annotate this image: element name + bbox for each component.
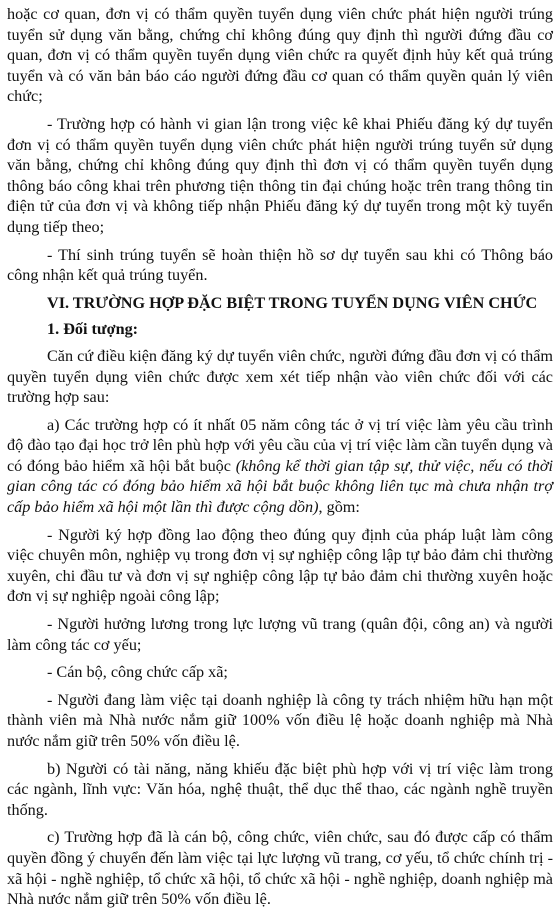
paragraph-commune-officials: - Cán bộ, công chức cấp xã; [47, 663, 228, 682]
paragraph-recruitment-cancellation: hoặc cơ quan, đơn vị có thẩm quyền tuyển dụng viên chức phát hiện người trúng tuyển sử dụng văn bằng, chứng chỉ không đúng quy định thì người đứng đầu cơ quan, đơn vị có thẩm quyền tuyển dụng viên chức ra quyết định hủy kết quả trúng tuyển và có văn bản báo cáo người đứng đầu cơ quan có thẩm quyền quản lý viên chức; [7, 5, 553, 106]
paragraph-armed-forces: - Người hưởng lương trong lực lượng vũ trang (quân đội, công an) và người làm công tác cơ yếu; [7, 615, 553, 654]
paragraph-labor-contract: - Người ký hợp đồng lao động theo đúng quy định của pháp luật làm công việc chuyên môn, nghiệp vụ trong đơn vị sự nghiệp công lập tự bảo đảm chi thường xuyên, chi đầu tư và đơn vị sự nghiệp công lập tự bảo đảm chi thường xuyên hoặc đơn vị sự nghiệp ngoài công lập; [7, 525, 553, 606]
section-heading-vi: VI. TRƯỜNG HỢP ĐẶC BIỆT TRONG TUYỂN DỤNG VIÊN CHỨC [47, 293, 538, 312]
case-a-text: a) Các trường hợp có ít nhất 05 năm công tác ở vị trí việc làm yêu cầu trình độ đào tạo đại học trở lên phù hợp với yêu cầu của vị trí việc làm cần tuyển dụng và có đóng bảo hiểm xã hội bắt buộc [7, 415, 553, 475]
paragraph-fraud-case: - Trường hợp có hành vi gian lận trong việc kê khai Phiếu đăng ký dự tuyển đơn vị có thẩm quyền tuyển dụng viên chức phát hiện người trúng tuyển sử dụng văn bằng, chứng chỉ không đúng quy định thì đơn vị có thẩm quyền tuyển dụng thông báo công khai trên phương tiện thông tin đại chúng hoặc trên trang thông tin điện tử của đơn vị và không tiếp nhận Phiếu đăng ký dự tuyển trong một kỳ tuyển dụng tiếp theo; [7, 114, 553, 236]
paragraph-complete-dossier: - Thí sinh trúng tuyển sẽ hoàn thiện hồ sơ dự tuyển sau khi có Thông báo công nhận kết quả trúng tuyển. [7, 245, 553, 285]
paragraph-case-c: c) Trường hợp đã là cán bộ, công chức, viên chức, sau đó được cấp có thẩm quyền đồng ý chuyển đến làm việc tại lực lượng vũ trang, cơ yếu, tổ chức chính trị - xã hội - nghề nghiệp, tổ chức xã hội, tổ chức xã hội - nghề nghiệp, doanh nghiệp mà Nhà nước nắm giữ trên 50% vốn điều lệ. [7, 828, 553, 909]
paragraph-basis: Căn cứ điều kiện đăng ký dự tuyển viên chức, người đứng đầu đơn vị có thẩm quyền tuyển dụng viên chức được xem xét tiếp nhận vào viên chức đối với các trường hợp sau: [7, 346, 553, 407]
case-a-tail: , gồm: [318, 498, 360, 517]
paragraph-state-enterprise: - Người đang làm việc tại doanh nghiệp là công ty trách nhiệm hữu hạn một thành viên mà Nhà nước nắm giữ 100% vốn điều lệ hoặc doanh nghiệp mà Nhà nước nắm giữ trên 50% vốn điều lệ. [7, 690, 553, 750]
case-a-italic-note: (không kể thời gian tập sự, thử việc, nếu có thời gian công tác có đóng bảo hiểm xã hội bắt buộc không liên tục mà chưa nhận trợ cấp bảo hiểm xã hội một lần thì được cộng dồn) [7, 456, 553, 517]
subsection-heading-subjects: 1. Đối tượng: [47, 320, 139, 339]
paragraph-case-a [7, 415, 553, 518]
paragraph-case-b: b) Người có tài năng, năng khiếu đặc biệt phù hợp với vị trí việc làm trong các ngành, lĩnh vực: Văn hóa, nghệ thuật, thể dục thể thao, các ngành nghề truyền thống. [7, 759, 553, 819]
